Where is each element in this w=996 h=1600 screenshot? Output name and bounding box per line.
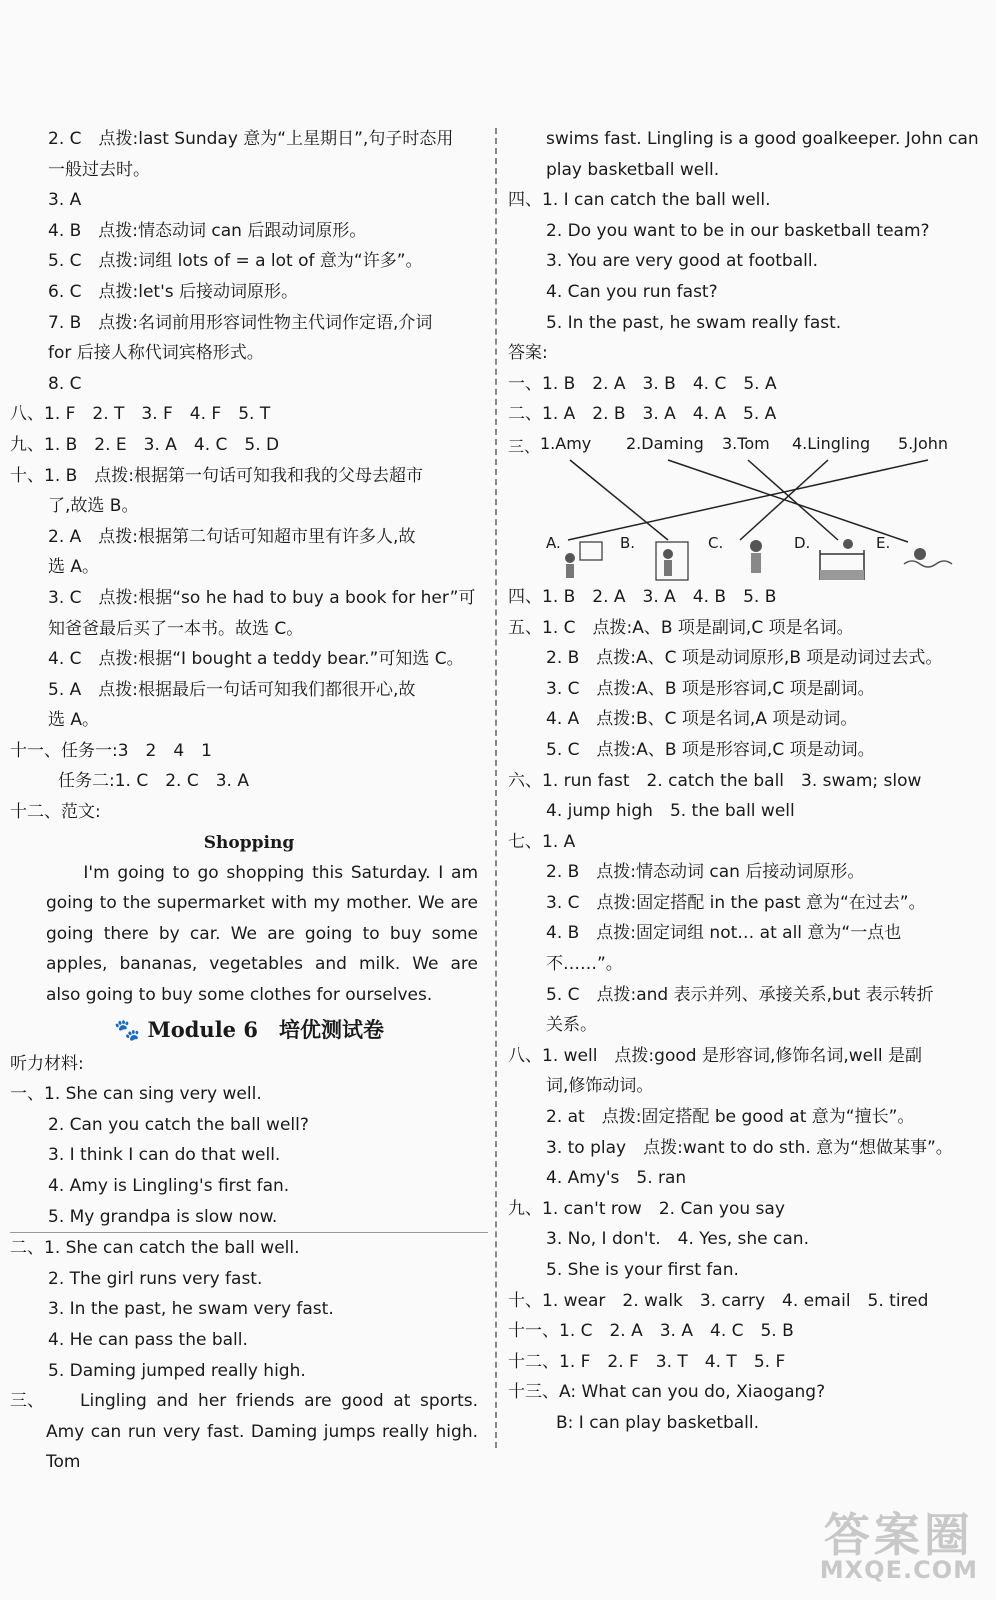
answer-line: for 后接人称代词宾格形式。 — [48, 343, 264, 364]
answer-line: 一般过去时。 — [48, 159, 150, 180]
match-name: 3.Tom — [722, 433, 770, 453]
answer-line: 5. C 点拨:A、B 项是形容词,C 项是动词。 — [546, 739, 875, 760]
site-watermark: 答案圈 MXQE.COM — [819, 1508, 978, 1584]
basketball-picture — [565, 542, 602, 578]
answer-line: 6. C 点拨:let's 后接动词原形。 — [48, 281, 299, 302]
listening-line: 2. Can you catch the ball well? — [48, 1114, 309, 1135]
match-line — [740, 460, 828, 540]
matching-exercise — [508, 430, 986, 582]
match-line — [748, 460, 838, 540]
answer-line: 任务二:1. C 2. C 3. A — [58, 771, 249, 792]
passage-continued: swims fast. Lingling is a good goalkeeper. John can — [546, 129, 979, 149]
answer-line: 不……”。 — [546, 954, 623, 975]
answer-line: 8. C — [48, 373, 82, 394]
answer-line: 4. A 点拨:B、C 项是名词,A 项是动词。 — [546, 709, 858, 730]
listening-line: 四、1. I can catch the ball well. — [508, 190, 771, 211]
listening-line: 5. In the past, he swam really fast. — [546, 312, 842, 333]
answer-line: 2. at 点拨:固定搭配 be good at 意为“擅长”。 — [546, 1107, 915, 1128]
answer-line: 4. B 点拨:固定词组 not… at all 意为“一点也 — [546, 923, 902, 944]
answer-line: B: I can play basketball. — [556, 1412, 760, 1433]
listening-line: 4. Amy is Lingling's first fan. — [48, 1176, 290, 1196]
listening-line: 二、1. She can catch the ball well. — [10, 1238, 300, 1259]
answer-line: 5. She is your first fan. — [546, 1260, 739, 1280]
answer-line: 4. jump high 5. the ball well — [546, 801, 795, 822]
answer-line: 3. A — [48, 190, 82, 211]
answer-line: 3. C 点拨:根据“so he had to buy a book for her”可 — [48, 587, 476, 608]
essay-text: I'm going to go shopping this Saturday. I am going to the supermarket with my mother. We are going there by car. We are going to buy some apples, bananas, vegetables and milk. We are also going to buy some clothes for ourselves. — [46, 862, 478, 1006]
listening-line: 3. I think I can do that well. — [48, 1145, 281, 1166]
listening-line: 5. My grandpa is slow now. — [48, 1206, 278, 1227]
answer-line: 5. C 点拨:and 表示并列、承接关系,but 表示转折 — [546, 984, 934, 1005]
module-title: 🐾 Module 6 培优测试卷 — [114, 1016, 384, 1042]
answer-line: 词,修饰动词。 — [546, 1076, 654, 1097]
answer-line: 2. B 点拨:情态动词 can 后接动词原形。 — [546, 862, 865, 883]
listening-line: 3. You are very good at football. — [546, 251, 818, 272]
match-name: 2.Daming — [626, 433, 704, 453]
answer-line: 5. C 点拨:词组 lots of = a lot of 意为“许多”。 — [48, 251, 423, 272]
answer-line: 关系。 — [546, 1015, 597, 1036]
passage-text: Lingling and her friends are good at sports. Amy can run very fast. Daming jumps really high. Tom — [46, 1391, 478, 1473]
answer-line: 4. C 点拨:根据“I bought a teddy bear.”可知选 C。 — [48, 649, 464, 670]
answer-line: 六、1. run fast 2. catch the ball 3. swam; slow — [508, 770, 922, 791]
match-label: 三、 — [508, 436, 541, 456]
match-name: 5.John — [898, 433, 949, 453]
listening-line: 5. Daming jumped really high. — [48, 1360, 306, 1381]
answer-line: 十一、任务一:3 2 4 1 — [10, 740, 212, 761]
match-name: 4.Lingling — [792, 433, 871, 453]
answer-line: 选 A。 — [48, 557, 100, 578]
answer-line: 九、1. can't row 2. Can you say — [508, 1198, 785, 1219]
answer-line: 2. B 点拨:A、C 项是动词原形,B 项是动词过去式。 — [546, 648, 943, 669]
pic-label: A. — [546, 533, 561, 552]
answer-line: 四、1. B 2. A 3. A 4. B 5. B — [508, 586, 777, 607]
answer-line: 一、1. B 2. A 3. B 4. C 5. A — [508, 373, 777, 394]
passage-continued: play basketball well. — [546, 159, 720, 180]
listening-line: 2. The girl runs very fast. — [48, 1268, 263, 1289]
answer-line: 十、1. wear 2. walk 3. carry 4. email 5. tired — [508, 1290, 929, 1311]
answer-line: 3. C 点拨:A、B 项是形容词,C 项是副词。 — [546, 678, 875, 699]
pic-label: D. — [794, 533, 811, 552]
pic-label: B. — [620, 533, 636, 552]
answer-line: 4. Amy's 5. ran — [546, 1168, 687, 1189]
answer-line: 十三、A: What can you do, Xiaogang? — [508, 1382, 826, 1403]
answer-line: 七、1. A — [508, 831, 576, 852]
answer-line: 八、1. F 2. T 3. F 4. F 5. T — [10, 404, 271, 425]
left-column — [10, 124, 488, 1478]
paw-icon: 🐾 — [114, 1016, 148, 1042]
essay-title: Shopping — [203, 832, 295, 853]
column-divider — [495, 128, 497, 1448]
swimmer-picture — [904, 548, 952, 567]
answer-line: 3. C 点拨:固定搭配 in the past 意为“在过去”。 — [546, 892, 926, 913]
answer-line: 4. B 点拨:情态动词 can 后跟动词原形。 — [48, 220, 367, 241]
listening-line: 4. He can pass the ball. — [48, 1329, 248, 1350]
listening-line: 一、1. She can sing very well. — [10, 1084, 262, 1105]
answer-line: 知爸爸最后买了一本书。故选 C。 — [48, 618, 304, 639]
runner-picture — [750, 540, 762, 573]
answer-line: 2. C 点拨:last Sunday 意为“上星期日”,句子时态用 — [48, 129, 454, 149]
answer-line: 3. No, I don't. 4. Yes, she can. — [546, 1229, 809, 1250]
passage-label: 三、 — [10, 1391, 44, 1412]
answer-line: 十二、1. F 2. F 3. T 4. T 5. F — [508, 1351, 786, 1372]
answer-line: 7. B 点拨:名词前用形容词性物主代词作定语,介词 — [48, 312, 433, 333]
high-jump-picture — [820, 539, 864, 580]
answer-line: 八、1. well 点拨:good 是形容词,修饰名词,well 是副 — [508, 1045, 922, 1066]
answer-line: 十一、1. C 2. A 3. A 4. C 5. B — [508, 1321, 794, 1342]
answer-line: 5. A 点拨:根据最后一句话可知我们都很开心,故 — [48, 679, 416, 700]
answer-line: 五、1. C 点拨:A、B 项是副词,C 项是名词。 — [508, 617, 854, 638]
match-line — [568, 460, 928, 540]
listening-line: 2. Do you want to be in our basketball team? — [546, 220, 930, 241]
goalkeeper-picture — [656, 542, 688, 580]
listening-line: 4. Can you run fast? — [546, 281, 718, 302]
matching-lines — [508, 430, 986, 582]
passage — [10, 1386, 488, 1478]
answer-line: 九、1. B 2. E 3. A 4. C 5. D — [10, 434, 280, 455]
answer-line: 了,故选 B。 — [48, 496, 139, 517]
answer-line: 选 A。 — [48, 710, 100, 731]
pic-label: E. — [876, 533, 891, 552]
answer-line: 3. to play 点拨:want to do sth. 意为“想做某事”。 — [546, 1137, 953, 1158]
listening-line: 3. In the past, he swam very fast. — [48, 1299, 334, 1320]
right-column — [508, 124, 986, 1439]
match-name: 1.Amy — [540, 433, 592, 453]
answer-line: 二、1. A 2. B 3. A 4. A 5. A — [508, 404, 777, 425]
listening-label: 听力材料: — [10, 1053, 84, 1074]
answer-label: 答案: — [508, 343, 548, 364]
answer-line: 十、1. B 点拨:根据第一句话可知我和我的父母去超市 — [10, 465, 424, 486]
answer-line: 2. A 点拨:根据第二句话可知超市里有许多人,故 — [48, 526, 416, 547]
answer-line: 十二、范文: — [10, 802, 101, 823]
pic-label: C. — [708, 533, 724, 552]
